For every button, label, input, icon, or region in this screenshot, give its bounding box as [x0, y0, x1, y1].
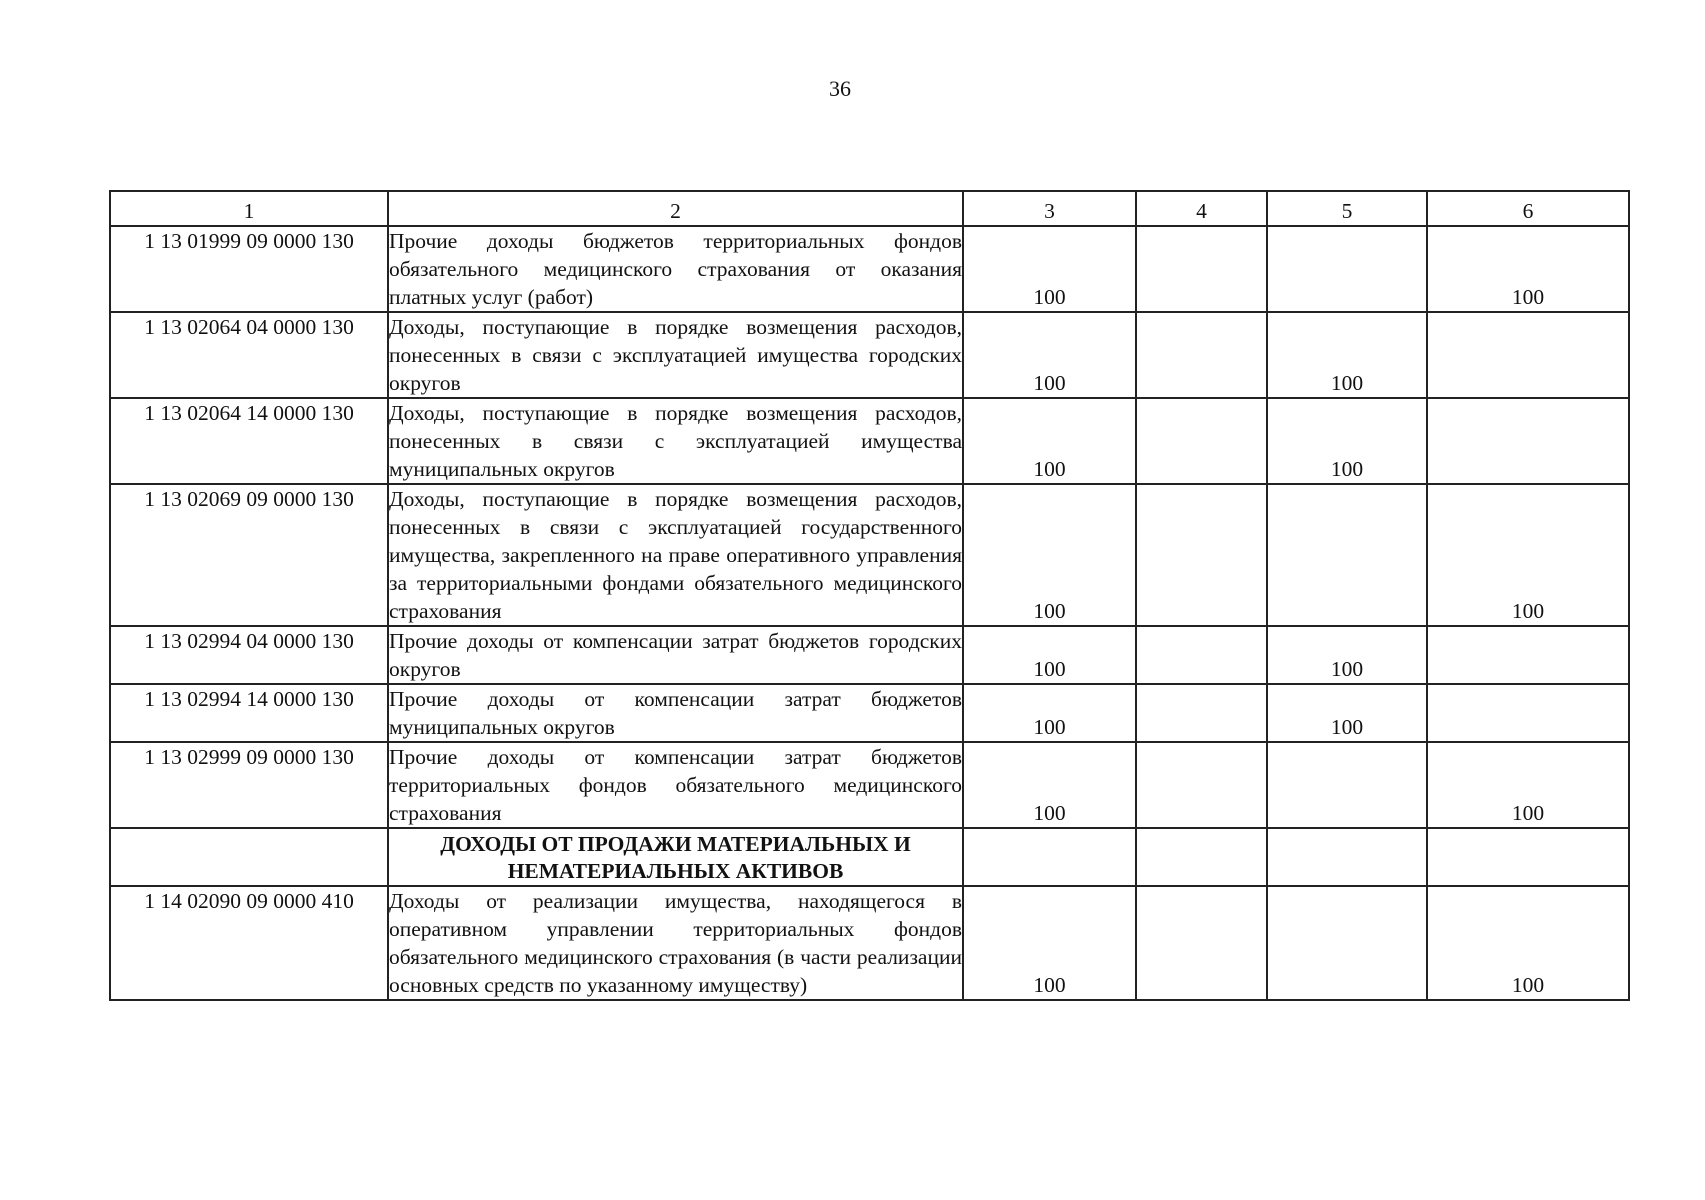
value-cell-col6: 100 [1427, 742, 1629, 828]
column-header-5: 5 [1267, 191, 1427, 226]
value-cell-col5 [1267, 886, 1427, 1000]
table-row [110, 626, 1629, 684]
description-cell: Прочие доходы от компенсации затрат бюджетов городских округов [388, 626, 963, 684]
budget-code-cell: 1 13 01999 09 0000 130 [110, 226, 388, 312]
value-cell-col4 [1136, 742, 1267, 828]
page-number: 36 [829, 76, 851, 101]
value-cell-col5 [1267, 742, 1427, 828]
section-header-row [110, 828, 1629, 886]
value-cell-col6 [1427, 626, 1629, 684]
column-header-3: 3 [963, 191, 1136, 226]
value-cell-col5: 100 [1267, 626, 1427, 684]
budget-code-cell: 1 14 02090 09 0000 410 [110, 886, 388, 1000]
table-row [110, 742, 1629, 828]
value-cell-col4 [1136, 828, 1267, 886]
value-cell-col4 [1136, 484, 1267, 626]
table-row [110, 886, 1629, 1000]
value-cell-col6: 100 [1427, 886, 1629, 1000]
table-body [110, 226, 1629, 1000]
revenue-table [109, 190, 1630, 1001]
budget-code-cell: 1 13 02064 14 0000 130 [110, 398, 388, 484]
value-cell-col6 [1427, 312, 1629, 398]
value-cell-col3: 100 [963, 684, 1136, 742]
table-row [110, 226, 1629, 312]
value-cell-col5: 100 [1267, 398, 1427, 484]
budget-code-cell: 1 13 02064 04 0000 130 [110, 312, 388, 398]
value-cell-col4 [1136, 626, 1267, 684]
value-cell-col4 [1136, 886, 1267, 1000]
header-row [110, 191, 1629, 226]
value-cell-col4 [1136, 398, 1267, 484]
table-row [110, 484, 1629, 626]
table-row [110, 684, 1629, 742]
value-cell-col3: 100 [963, 626, 1136, 684]
description-cell: Прочие доходы бюджетов территориальных фондов обязательного медицинского страхования от оказания платных услуг (работ) [388, 226, 963, 312]
value-cell-col6 [1427, 684, 1629, 742]
description-cell: Доходы, поступающие в порядке возмещения расходов, понесенных в связи с эксплуатацией имущества городских округов [388, 312, 963, 398]
value-cell-col5: 100 [1267, 312, 1427, 398]
budget-code-cell: 1 13 02994 14 0000 130 [110, 684, 388, 742]
value-cell-col6 [1427, 828, 1629, 886]
section-title: ДОХОДЫ ОТ ПРОДАЖИ МАТЕРИАЛЬНЫХ И НЕМАТЕРИАЛЬНЫХ АКТИВОВ [388, 828, 963, 886]
table-row [110, 398, 1629, 484]
value-cell-col3: 100 [963, 226, 1136, 312]
value-cell-col3: 100 [963, 312, 1136, 398]
description-cell: Доходы, поступающие в порядке возмещения расходов, понесенных в связи с эксплуатацией государственного имущества, закрепленного на праве оперативного управления за территориальными фондами обязательного медицинского страхования [388, 484, 963, 626]
column-header-6: 6 [1427, 191, 1629, 226]
value-cell-col5 [1267, 484, 1427, 626]
value-cell-col3: 100 [963, 398, 1136, 484]
table-header [110, 191, 1629, 226]
value-cell-col4 [1136, 226, 1267, 312]
column-header-2: 2 [388, 191, 963, 226]
budget-code-cell: 1 13 02994 04 0000 130 [110, 626, 388, 684]
value-cell-col3: 100 [963, 886, 1136, 1000]
value-cell-col5: 100 [1267, 684, 1427, 742]
column-header-4: 4 [1136, 191, 1267, 226]
value-cell-col3: 100 [963, 484, 1136, 626]
value-cell-col3 [963, 828, 1136, 886]
value-cell-col4 [1136, 684, 1267, 742]
column-header-1: 1 [110, 191, 388, 226]
budget-code-cell [110, 828, 388, 886]
value-cell-col6: 100 [1427, 484, 1629, 626]
value-cell-col5 [1267, 828, 1427, 886]
value-cell-col6: 100 [1427, 226, 1629, 312]
value-cell-col5 [1267, 226, 1427, 312]
budget-code-cell: 1 13 02999 09 0000 130 [110, 742, 388, 828]
description-cell: Доходы, поступающие в порядке возмещения расходов, понесенных в связи с эксплуатацией имущества муниципальных округов [388, 398, 963, 484]
table-row [110, 312, 1629, 398]
value-cell-col4 [1136, 312, 1267, 398]
budget-code-cell: 1 13 02069 09 0000 130 [110, 484, 388, 626]
description-cell: Прочие доходы от компенсации затрат бюджетов муниципальных округов [388, 684, 963, 742]
value-cell-col6 [1427, 398, 1629, 484]
description-cell: Доходы от реализации имущества, находящегося в оперативном управлении территориальных фондов обязательного медицинского страхования (в части реализации основных средств по указанному имуществу) [388, 886, 963, 1000]
value-cell-col3: 100 [963, 742, 1136, 828]
description-cell: Прочие доходы от компенсации затрат бюджетов территориальных фондов обязательного медицинского страхования [388, 742, 963, 828]
